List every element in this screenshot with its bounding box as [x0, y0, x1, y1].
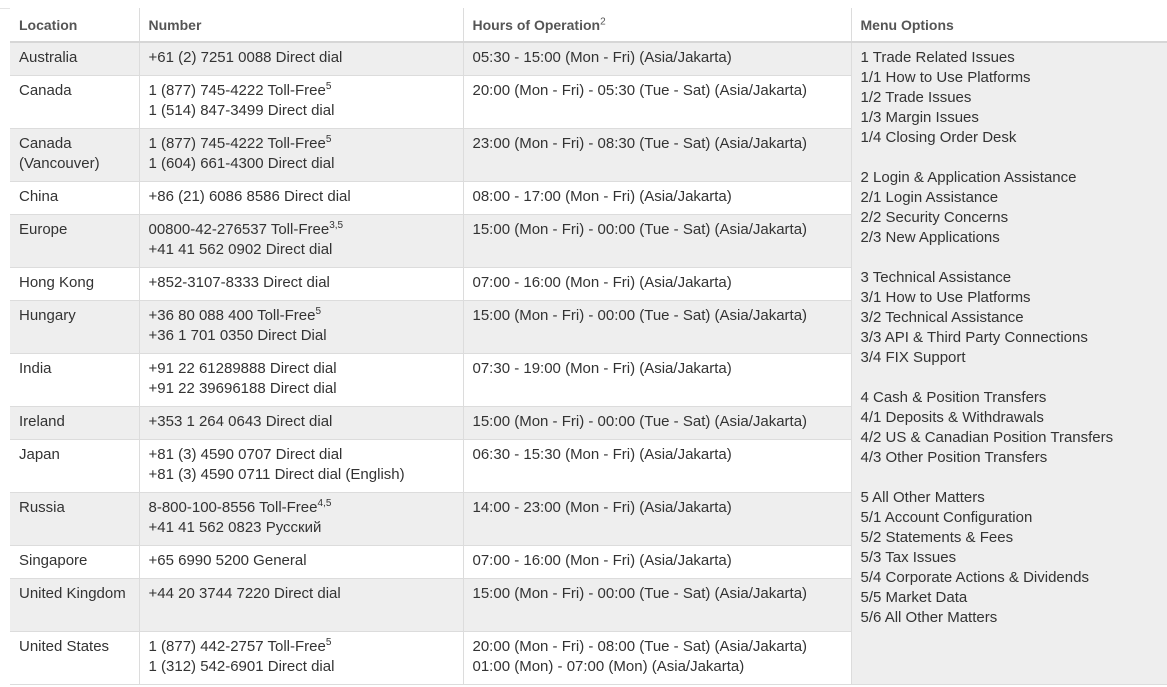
phone-number	[149, 187, 454, 207]
phone-number	[149, 412, 454, 432]
hours-text: 06:30 - 15:30 (Mon - Fri) (Asia/Jakarta)	[472, 446, 732, 463]
menu-option: 5/2 Statements & Fees	[860, 529, 1014, 546]
phone-number	[149, 240, 454, 260]
phone-number	[149, 518, 454, 538]
phone-number-text: 1 (604) 661-4300 Direct dial	[148, 155, 335, 172]
hours-text: 15:00 (Mon - Fri) - 00:00 (Tue - Sat) (Asia/Jakarta)	[472, 221, 808, 238]
number-cell	[139, 632, 463, 685]
hours-text: 15:00 (Mon - Fri) - 00:00 (Tue - Sat) (Asia/Jakarta)	[472, 413, 808, 430]
footnote-ref: 5	[315, 306, 321, 317]
hours-cell	[463, 440, 851, 493]
location-cell: Australia	[10, 42, 139, 76]
table-header-row	[10, 8, 1167, 42]
menu-group-title: 1 Trade Related Issues	[860, 49, 1015, 66]
phone-number	[149, 48, 454, 68]
menu-option: 1/1 How to Use Platforms	[860, 69, 1031, 86]
hours-text: 15:00 (Mon - Fri) - 00:00 (Tue - Sat) (Asia/Jakarta)	[472, 585, 808, 602]
menu-group	[861, 48, 1159, 148]
phone-number-text: +61 (2) 7251 0088 Direct dial	[148, 49, 343, 66]
location-cell: United Kingdom	[10, 579, 139, 632]
phone-number-text: 1 (514) 847-3499 Direct dial	[148, 102, 335, 119]
phone-number-text: 00800-42-276537 Toll-Free	[148, 221, 330, 238]
phone-number	[149, 637, 454, 657]
footnote-ref: 4,5	[317, 498, 332, 509]
location-cell: Canada	[10, 76, 139, 129]
menu-group	[861, 168, 1159, 248]
contact-table	[10, 8, 1167, 685]
phone-number-text: 1 (877) 745-4222 Toll-Free	[148, 82, 326, 99]
column-header-menu-options: Menu Options	[851, 8, 1167, 42]
phone-number	[149, 306, 454, 326]
hours-cell	[463, 407, 851, 440]
menu-option: 2/2 Security Concerns	[860, 209, 1009, 226]
menu-option: 3/1 How to Use Platforms	[860, 289, 1031, 306]
phone-number-text: +91 22 39696188 Direct dial	[148, 380, 337, 397]
hours-text: 01:00 (Mon) - 07:00 (Mon) (Asia/Jakarta)	[472, 658, 745, 675]
phone-number-text: 1 (877) 442-2757 Toll-Free	[148, 638, 326, 655]
menu-option: 1/4 Closing Order Desk	[860, 129, 1017, 146]
location-cell: United States	[10, 632, 139, 685]
menu-group	[861, 388, 1159, 468]
number-cell	[139, 42, 463, 76]
phone-number	[149, 134, 454, 154]
phone-number	[149, 273, 454, 293]
hours-footnote-ref: 2	[600, 15, 606, 27]
number-cell	[139, 301, 463, 354]
location-cell: Europe	[10, 215, 139, 268]
footnote-ref: 5	[325, 81, 332, 92]
footnote-ref: 5	[325, 134, 332, 145]
hours-cell	[463, 354, 851, 407]
phone-number-text: +86 (21) 6086 8586 Direct dial	[148, 188, 351, 205]
menu-group-title: 2 Login & Application Assistance	[860, 169, 1077, 186]
phone-number	[149, 445, 454, 465]
menu-group-title: 5 All Other Matters	[860, 489, 985, 506]
phone-number	[149, 551, 454, 571]
menu-option: 4/3 Other Position Transfers	[860, 449, 1048, 466]
hours-text: 07:30 - 19:00 (Mon - Fri) (Asia/Jakarta)	[472, 360, 732, 377]
phone-number	[149, 359, 454, 379]
menu-option: 5/6 All Other Matters	[860, 609, 998, 626]
number-cell	[139, 579, 463, 632]
hours-cell	[463, 182, 851, 215]
hours-text: 07:00 - 16:00 (Mon - Fri) (Asia/Jakarta)	[472, 274, 732, 291]
number-cell	[139, 354, 463, 407]
phone-number-text: +91 22 61289888 Direct dial	[148, 360, 337, 377]
menu-option: 5/3 Tax Issues	[860, 549, 957, 566]
menu-option: 5/5 Market Data	[860, 589, 968, 606]
hours-header-label: Hours of Operation	[472, 16, 601, 33]
hours-cell	[463, 546, 851, 579]
phone-number-text: +41 41 562 0902 Direct dial	[148, 241, 333, 258]
footnote-ref: 5	[325, 637, 332, 648]
phone-number-text: 8-800-100-8556 Toll-Free	[148, 499, 318, 516]
phone-number	[149, 326, 454, 346]
column-header-location: Location	[10, 8, 139, 42]
phone-number-text: +41 41 562 0823 Русский	[148, 519, 322, 536]
menu-group-title: 3 Technical Assistance	[860, 269, 1012, 286]
phone-number-text: +36 80 088 400 Toll-Free	[148, 307, 316, 324]
number-cell	[139, 268, 463, 301]
hours-text: 15:00 (Mon - Fri) - 00:00 (Tue - Sat) (Asia/Jakarta)	[472, 307, 808, 324]
phone-number	[149, 498, 454, 518]
menu-option: 1/3 Margin Issues	[860, 109, 979, 126]
hours-cell	[463, 76, 851, 129]
menu-option: 3/3 API & Third Party Connections	[860, 329, 1088, 346]
hours-text: 08:00 - 17:00 (Mon - Fri) (Asia/Jakarta)	[472, 188, 732, 205]
location-cell: Hungary	[10, 301, 139, 354]
hours-cell	[463, 42, 851, 76]
menu-group-title: 4 Cash & Position Transfers	[860, 389, 1047, 406]
location-cell: Russia	[10, 493, 139, 546]
number-cell	[139, 546, 463, 579]
number-cell	[139, 182, 463, 215]
phone-number	[149, 465, 454, 485]
hours-cell	[463, 129, 851, 182]
phone-number	[149, 657, 454, 677]
number-cell	[139, 407, 463, 440]
phone-number-text: +44 20 3744 7220 Direct dial	[148, 585, 341, 602]
phone-number	[149, 81, 454, 101]
menu-option: 3/2 Technical Assistance	[860, 309, 1024, 326]
number-cell	[139, 493, 463, 546]
phone-number-text: +81 (3) 4590 0707 Direct dial	[148, 446, 343, 463]
menu-option: 3/4 FIX Support	[860, 349, 966, 366]
menu-option: 2/1 Login Assistance	[860, 189, 999, 206]
phone-number	[149, 101, 454, 121]
menu-option: 1/2 Trade Issues	[860, 89, 972, 106]
location-cell: Singapore	[10, 546, 139, 579]
menu-group	[861, 488, 1159, 628]
phone-number	[149, 584, 454, 604]
hours-cell	[463, 493, 851, 546]
menu-option: 2/3 New Applications	[860, 229, 1000, 246]
phone-number-text: +36 1 701 0350 Direct Dial	[148, 327, 327, 344]
phone-number-text: 1 (877) 745-4222 Toll-Free	[148, 135, 326, 152]
menu-group	[861, 268, 1159, 368]
phone-number	[149, 220, 454, 240]
location-cell: Canada (Vancouver)	[10, 129, 139, 182]
menu-option: 4/1 Deposits & Withdrawals	[860, 409, 1044, 426]
phone-number-text: +65 6990 5200 General	[148, 552, 307, 569]
location-cell: Ireland	[10, 407, 139, 440]
hours-text: 07:00 - 16:00 (Mon - Fri) (Asia/Jakarta)	[472, 552, 732, 569]
hours-text: 05:30 - 15:00 (Mon - Fri) (Asia/Jakarta)	[472, 49, 732, 66]
phone-number-text: +852-3107-8333 Direct dial	[148, 274, 330, 291]
menu-option: 5/4 Corporate Actions & Dividends	[860, 569, 1089, 586]
location-cell: Japan	[10, 440, 139, 493]
column-header-number: Number	[139, 8, 463, 42]
location-cell: India	[10, 354, 139, 407]
number-cell	[139, 215, 463, 268]
phone-number	[149, 379, 454, 399]
table-body	[10, 42, 1167, 685]
phone-number-text: 1 (312) 542-6901 Direct dial	[148, 658, 335, 675]
hours-cell	[463, 268, 851, 301]
menu-option: 5/1 Account Configuration	[860, 509, 1033, 526]
table-row	[10, 42, 1167, 76]
hours-text: 20:00 (Mon - Fri) - 08:00 (Tue - Sat) (Asia/Jakarta)	[472, 638, 808, 655]
hours-text: 14:00 - 23:00 (Mon - Fri) (Asia/Jakarta)	[472, 499, 732, 516]
hours-cell	[463, 301, 851, 354]
menu-option: 4/2 US & Canadian Position Transfers	[860, 429, 1114, 446]
hours-text: 23:00 (Mon - Fri) - 08:30 (Tue - Sat) (Asia/Jakarta)	[472, 135, 808, 152]
number-cell	[139, 76, 463, 129]
location-cell: Hong Kong	[10, 268, 139, 301]
column-header-hours	[463, 8, 851, 42]
hours-cell	[463, 632, 851, 685]
location-cell: China	[10, 182, 139, 215]
hours-text: 20:00 (Mon - Fri) - 05:30 (Tue - Sat) (Asia/Jakarta)	[472, 82, 808, 99]
hours-cell	[463, 579, 851, 632]
phone-number-text: +81 (3) 4590 0711 Direct dial (English)	[148, 466, 405, 483]
phone-number	[149, 154, 454, 174]
number-cell	[139, 129, 463, 182]
phone-number-text: +353 1 264 0643 Direct dial	[148, 413, 333, 430]
footnote-ref: 3,5	[329, 220, 344, 231]
number-cell	[139, 440, 463, 493]
menu-options-cell	[851, 42, 1167, 685]
hours-cell	[463, 215, 851, 268]
